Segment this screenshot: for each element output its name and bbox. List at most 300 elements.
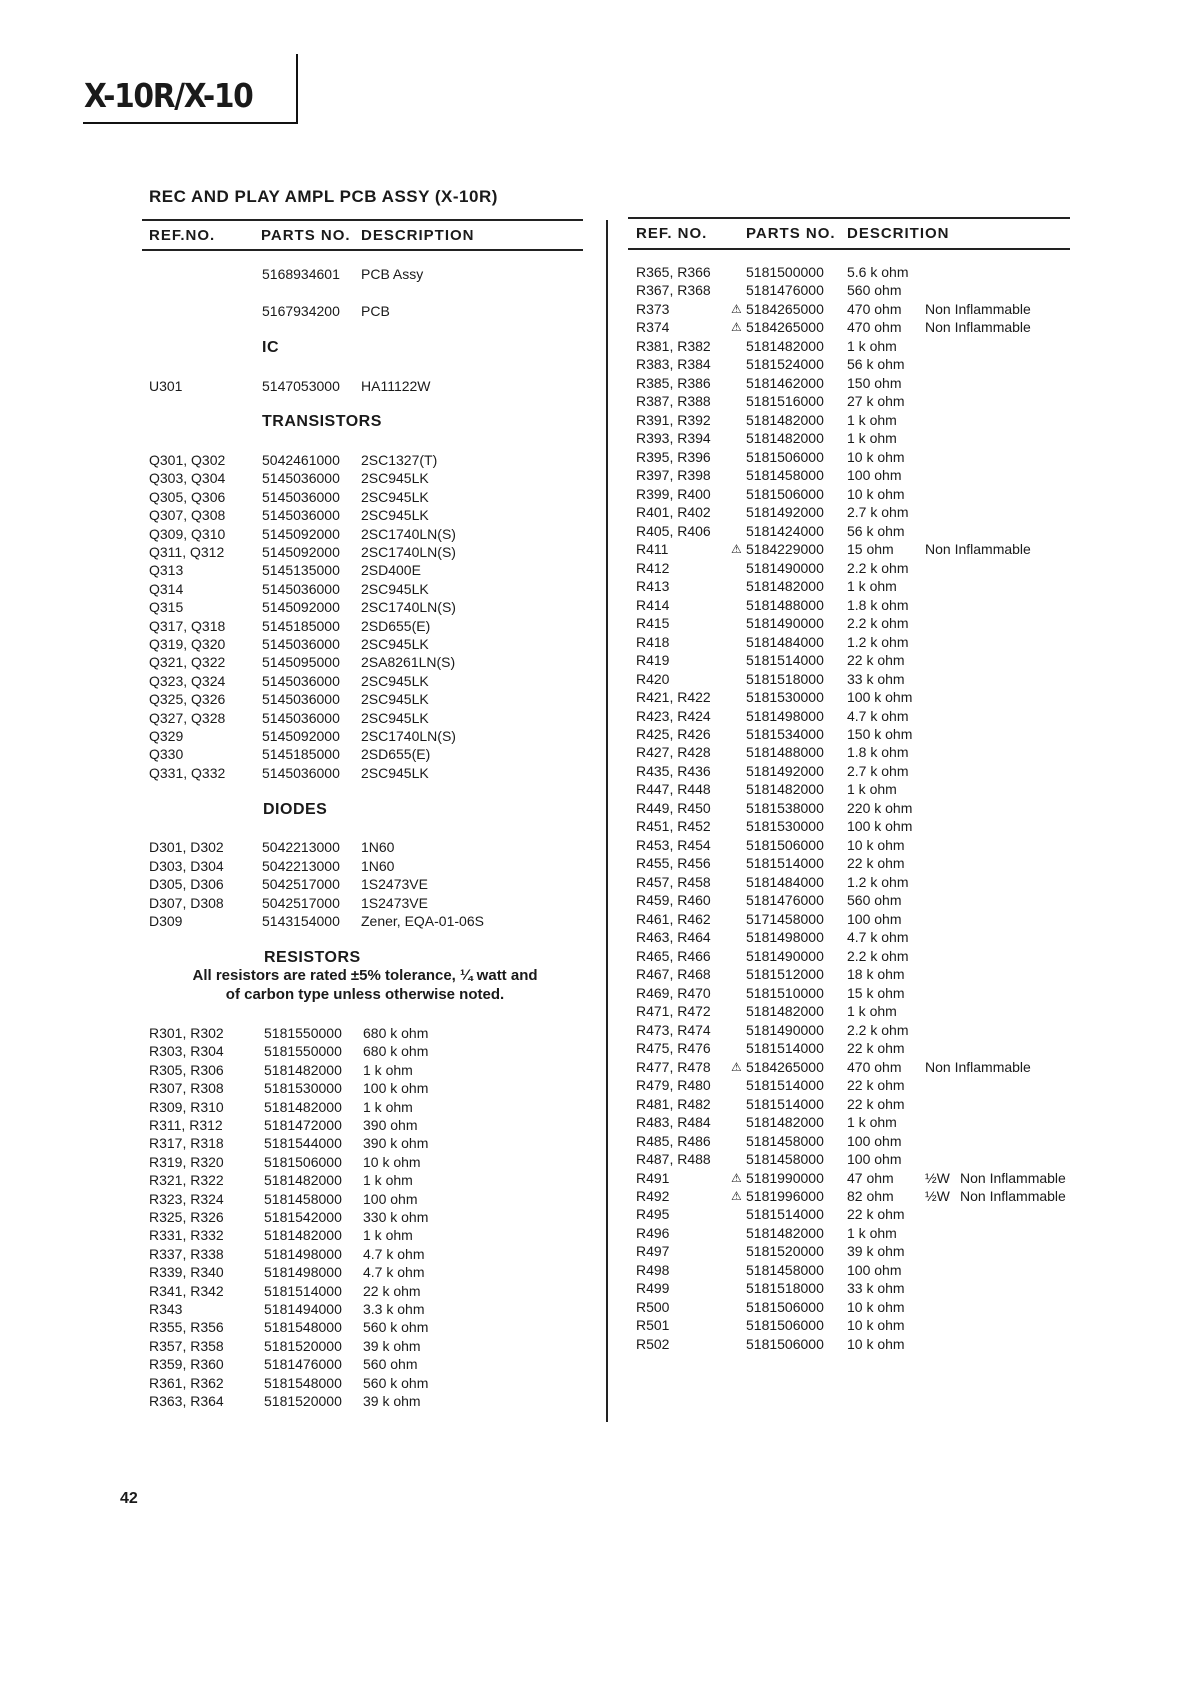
parts-no: 5181484000 <box>746 633 824 650</box>
description: 39 k ohm <box>363 1393 421 1409</box>
ref-no: R475, R476 <box>636 1040 711 1057</box>
ref-no: R500 <box>636 1298 670 1315</box>
description: 100 ohm <box>847 1261 902 1278</box>
parts-no: 5181530000 <box>746 818 824 835</box>
parts-no: 5181488000 <box>746 596 824 613</box>
ref-no: Q311, Q312 <box>149 544 225 560</box>
description: 560 k ohm <box>363 1374 429 1391</box>
header-rule <box>628 248 1070 250</box>
description: 10 k ohm <box>363 1153 421 1170</box>
description: 100 ohm <box>847 1132 902 1149</box>
logo-border <box>83 122 298 124</box>
table-row <box>0 1279 1191 1297</box>
parts-no: 5181482000 <box>264 1098 342 1115</box>
parts-no: 5181482000 <box>746 337 824 354</box>
note: Non Inflammable <box>925 300 1031 317</box>
description: HA11122W <box>361 378 431 394</box>
parts-no: 5181462000 <box>746 374 824 391</box>
ref-no: R311, R312 <box>149 1117 223 1133</box>
table-row <box>0 540 1191 558</box>
ref-no: R455, R456 <box>636 855 711 872</box>
parts-no: 5181458000 <box>746 1132 824 1149</box>
parts-no: 5181520000 <box>746 1243 824 1260</box>
ref-no: R495 <box>636 1206 670 1223</box>
table-row <box>0 1076 1191 1094</box>
parts-no: 5181482000 <box>746 430 824 447</box>
header-rule <box>142 219 583 221</box>
ref-no: R418 <box>636 633 670 650</box>
description: 82 ohm <box>847 1188 894 1204</box>
parts-no: 5181490000 <box>746 947 824 964</box>
ref-no: R307, R308 <box>149 1080 224 1097</box>
parts-no: 5042213000 <box>262 857 340 874</box>
parts-no: 5184265000 <box>746 1058 824 1075</box>
ref-no: R331, R332 <box>149 1227 224 1244</box>
table-row <box>0 1021 1191 1039</box>
parts-no: 5181544000 <box>264 1135 342 1152</box>
parts-no: 5181472000 <box>264 1117 342 1133</box>
ref-no: R425, R426 <box>636 726 711 742</box>
parts-no: 5042517000 <box>262 876 340 892</box>
table-row <box>0 1095 1191 1113</box>
ref-no: Q317, Q318 <box>149 617 226 634</box>
parts-no: 5181482000 <box>746 1003 824 1020</box>
table-row <box>0 1298 1191 1316</box>
table-row <box>0 577 1191 595</box>
parts-no: 5181476000 <box>264 1356 342 1373</box>
parts-no: 5181512000 <box>746 966 824 983</box>
parts-no: 5168934601 <box>262 266 340 282</box>
description: 2.2 k ohm <box>847 947 909 964</box>
model-logo: X-10R/X-10 <box>84 76 253 115</box>
parts-no: 5181506000 <box>746 485 824 502</box>
table-row <box>0 1261 1191 1279</box>
parts-no: 5181476000 <box>746 282 824 299</box>
ref-no: R391, R392 <box>636 411 711 428</box>
ref-no: R467, R468 <box>636 966 711 983</box>
warning-icon: ⚠ <box>731 1170 742 1185</box>
parts-no: 5181514000 <box>746 1206 824 1223</box>
wattage: ½W <box>925 1188 950 1204</box>
parts-no: 5181514000 <box>746 855 824 872</box>
ref-no: R411 <box>636 541 669 558</box>
parts-no: 5181492000 <box>746 762 824 779</box>
ref-no: Q305, Q306 <box>149 488 226 505</box>
description: 390 k ohm <box>363 1135 429 1152</box>
description: 22 k ohm <box>847 1077 905 1094</box>
parts-no: 5145036000 <box>262 470 340 487</box>
description: 100 ohm <box>847 467 902 484</box>
ref-no: Q331, Q332 <box>149 764 226 781</box>
ref-no: Q323, Q324 <box>149 672 226 689</box>
description: PCB Assy <box>361 266 424 282</box>
table-row <box>0 707 1191 725</box>
ref-no: R420 <box>636 670 670 687</box>
parts-no: 5181498000 <box>264 1245 342 1262</box>
table-row <box>0 411 1191 429</box>
ref-no: R423, R424 <box>636 707 711 724</box>
parts-no: 5171458000 <box>746 910 824 927</box>
parts-no: 5181482000 <box>746 781 824 798</box>
ref-no: R359, R360 <box>149 1356 224 1373</box>
description: 2SA8261LN(S) <box>361 654 456 671</box>
parts-no: 5181476000 <box>746 892 824 909</box>
ref-no: R435, R436 <box>636 762 711 779</box>
parts-no: 5145185000 <box>262 617 340 634</box>
table-row <box>0 522 1191 540</box>
description: 1 k ohm <box>847 781 897 798</box>
parts-no: 5181506000 <box>746 836 824 853</box>
description: 22 k ohm <box>847 1095 905 1112</box>
description: 2SC945LK <box>361 470 429 487</box>
description: 100 k ohm <box>847 818 913 835</box>
table-row <box>0 337 1191 355</box>
table-row <box>0 947 1191 965</box>
table-row <box>0 651 1191 669</box>
parts-no: 5184265000 <box>746 300 824 317</box>
description: 4.7 k ohm <box>847 929 909 946</box>
right-header-parts: PARTS NO. <box>746 225 836 242</box>
description: 2.2 k ohm <box>847 615 909 632</box>
parts-no: 5042517000 <box>262 894 340 911</box>
ref-no: R471, R472 <box>636 1003 711 1020</box>
parts-no: 5181494000 <box>264 1301 342 1317</box>
description: 39 k ohm <box>847 1243 905 1260</box>
ref-no: Q303, Q304 <box>149 470 226 487</box>
parts-no: 5181514000 <box>746 1077 824 1094</box>
parts-no: 5181990000 <box>746 1169 824 1186</box>
ref-no: R492 <box>636 1188 670 1204</box>
parts-no: 5181518000 <box>746 670 824 687</box>
parts-no: 5181516000 <box>746 393 824 410</box>
parts-no: 5181514000 <box>746 1040 824 1057</box>
description: 1S2473VE <box>361 876 428 892</box>
ref-no: R449, R450 <box>636 799 711 816</box>
ref-no: Q313 <box>149 562 184 579</box>
table-row <box>0 263 1191 281</box>
parts-no: 5181482000 <box>746 411 824 428</box>
table-row <box>0 1316 1191 1334</box>
description: 18 k ohm <box>847 966 905 983</box>
description: 33 k ohm <box>847 670 905 687</box>
ref-no: Q315 <box>149 599 184 616</box>
parts-no: 5184229000 <box>746 541 824 558</box>
ref-no: Q327, Q328 <box>149 709 226 726</box>
table-row <box>0 429 1191 447</box>
left-header-desc: DESCRIPTION <box>361 227 475 244</box>
ref-no: R365, R366 <box>636 264 711 280</box>
table-row <box>0 1242 1191 1260</box>
ref-no: R319, R320 <box>149 1153 224 1170</box>
ref-no: R317, R318 <box>149 1135 224 1152</box>
description: 1 k ohm <box>847 337 897 354</box>
description: 560 ohm <box>847 282 902 299</box>
ref-no: R479, R480 <box>636 1077 711 1094</box>
description: 4.7 k ohm <box>363 1264 425 1281</box>
table-row <box>0 1132 1191 1150</box>
description: 39 k ohm <box>363 1337 421 1354</box>
description: 1S2473VE <box>361 894 428 911</box>
ref-no: R483, R484 <box>636 1114 711 1131</box>
table-row <box>0 743 1191 761</box>
description: 390 ohm <box>363 1117 418 1133</box>
parts-no: 5181514000 <box>264 1282 342 1299</box>
warning-icon: ⚠ <box>731 542 742 557</box>
description: 2SC945LK <box>361 507 429 524</box>
ref-no: R397, R398 <box>636 467 711 484</box>
table-row <box>0 725 1191 743</box>
description: 4.7 k ohm <box>847 707 909 724</box>
ref-no: R305, R306 <box>149 1061 224 1078</box>
table-row <box>0 836 1191 854</box>
ref-no: R339, R340 <box>149 1264 224 1281</box>
description: 1 k ohm <box>363 1098 413 1115</box>
ref-no: R465, R466 <box>636 947 711 964</box>
ref-no: R414 <box>636 596 670 613</box>
right-header-desc: DESCRITION <box>847 225 950 242</box>
ref-no: R355, R356 <box>149 1319 224 1336</box>
warning-icon: ⚠ <box>731 301 742 316</box>
table-row <box>0 466 1191 484</box>
parts-no: 5181548000 <box>264 1374 342 1391</box>
ref-no: R427, R428 <box>636 744 711 761</box>
heading-diodes: DIODES <box>263 801 328 818</box>
left-header-parts: PARTS NO. <box>261 227 351 244</box>
table-row <box>0 1374 1191 1392</box>
parts-no: 5181520000 <box>264 1393 342 1409</box>
ref-no: R496 <box>636 1224 670 1241</box>
parts-no: 5181458000 <box>746 1151 824 1168</box>
header-rule <box>628 217 1070 219</box>
description: 220 k ohm <box>847 799 913 816</box>
parts-no: 5042213000 <box>262 839 340 855</box>
table-row <box>0 891 1191 909</box>
parts-no: 5145036000 <box>262 507 340 524</box>
parts-no: 5167934200 <box>262 303 340 319</box>
table-row <box>0 670 1191 688</box>
description: 3.3 k ohm <box>363 1301 425 1317</box>
ref-no: R367, R368 <box>636 282 711 299</box>
right-header-ref: REF. NO. <box>636 225 708 242</box>
parts-no: 5181498000 <box>746 929 824 946</box>
ref-no: R461, R462 <box>636 910 711 927</box>
parts-no: 5181484000 <box>746 873 824 890</box>
parts-no: 5181530000 <box>746 689 824 706</box>
description: 470 ohm <box>847 300 902 317</box>
table-row <box>0 762 1191 780</box>
description: 2.2 k ohm <box>847 1021 909 1038</box>
ref-no: U301 <box>149 378 183 394</box>
description: 27 k ohm <box>847 393 905 410</box>
header-rule <box>142 249 583 251</box>
table-row <box>0 596 1191 614</box>
table-row <box>0 965 1191 983</box>
ref-no: R421, R422 <box>636 689 711 706</box>
note: Non Inflammable <box>925 1058 1031 1075</box>
ref-no: R395, R396 <box>636 448 711 465</box>
description: 1 k ohm <box>363 1172 413 1189</box>
note: Non Inflammable <box>960 1169 1066 1186</box>
description: 22 k ohm <box>363 1282 421 1299</box>
description: 1.8 k ohm <box>847 744 909 761</box>
warning-icon: ⚠ <box>731 1189 742 1203</box>
parts-no: 5145185000 <box>262 746 340 763</box>
parts-no: 5145036000 <box>262 709 340 726</box>
table-row <box>0 318 1191 336</box>
description: 1 k ohm <box>363 1227 413 1244</box>
parts-no: 5181482000 <box>264 1227 342 1244</box>
table-row <box>0 984 1191 1002</box>
description: 1.2 k ohm <box>847 633 909 650</box>
parts-no: 5181458000 <box>746 467 824 484</box>
description: 22 k ohm <box>847 1040 905 1057</box>
table-row <box>0 1392 1191 1410</box>
parts-no: 5145092000 <box>262 544 340 560</box>
parts-no: 5181520000 <box>264 1337 342 1354</box>
description: 2SC1740LN(S) <box>361 544 456 560</box>
parts-no: 5181490000 <box>746 615 824 632</box>
table-row <box>0 374 1191 392</box>
table-row <box>0 1355 1191 1373</box>
ref-no: R325, R326 <box>149 1209 224 1225</box>
description: 2SC1740LN(S) <box>361 599 456 616</box>
note: Non Inflammable <box>925 319 1031 336</box>
ref-no: R481, R482 <box>636 1095 711 1112</box>
ref-no: R459, R460 <box>636 892 711 909</box>
heading-resistors: RESISTORS <box>264 949 361 966</box>
ref-no: D305, D306 <box>149 876 224 892</box>
parts-no: 5181506000 <box>746 1317 824 1334</box>
parts-no: 5181424000 <box>746 522 824 539</box>
parts-no: 5181490000 <box>746 1021 824 1038</box>
description: 1 k ohm <box>847 430 897 447</box>
description: 2SC945LK <box>361 672 429 689</box>
ref-no: R385, R386 <box>636 374 711 391</box>
ref-no: R383, R384 <box>636 356 711 373</box>
description: 10 k ohm <box>847 1317 905 1334</box>
parts-no: 5145036000 <box>262 672 340 689</box>
parts-no: 5145036000 <box>262 488 340 505</box>
parts-no: 5181482000 <box>746 578 824 595</box>
table-row <box>0 1039 1191 1057</box>
description: 22 k ohm <box>847 1206 905 1223</box>
parts-no: 5181488000 <box>746 744 824 761</box>
description: 10 k ohm <box>847 1335 905 1352</box>
description: 1.2 k ohm <box>847 873 909 890</box>
description: 330 k ohm <box>363 1209 429 1225</box>
ref-no: R447, R448 <box>636 781 711 798</box>
description: 2SC945LK <box>361 636 429 652</box>
table-row <box>0 910 1191 928</box>
parts-no: 5145092000 <box>262 599 340 616</box>
table-row <box>0 485 1191 503</box>
table-row <box>0 1150 1191 1168</box>
description: 10 k ohm <box>847 485 905 502</box>
description: 2SC1740LN(S) <box>361 525 456 542</box>
ref-no: Q314 <box>149 580 184 597</box>
description: 2SC945LK <box>361 488 429 505</box>
table-row <box>0 1002 1191 1020</box>
ref-no: R373 <box>636 300 670 317</box>
parts-no: 5147053000 <box>262 378 340 394</box>
ref-no: Q307, Q308 <box>149 507 226 524</box>
ref-no: R363, R364 <box>149 1393 224 1409</box>
logo-border <box>296 54 298 123</box>
parts-no: 5181482000 <box>264 1061 342 1078</box>
table-row <box>0 300 1191 318</box>
parts-no: 5145135000 <box>262 562 340 579</box>
description: 680 k ohm <box>363 1043 429 1060</box>
parts-no: 5181518000 <box>746 1280 824 1297</box>
description: 47 ohm <box>847 1169 894 1186</box>
ref-no: R374 <box>636 319 670 336</box>
table-row <box>0 281 1191 299</box>
parts-no: 5181534000 <box>746 726 824 742</box>
description: PCB <box>361 303 390 319</box>
ref-no: Q321, Q322 <box>149 654 226 671</box>
ref-no: R497 <box>636 1243 670 1260</box>
description: 100 k ohm <box>847 689 913 706</box>
parts-no: 5181482000 <box>746 1114 824 1131</box>
parts-no: 5181550000 <box>264 1043 342 1060</box>
description: 2SC945LK <box>361 580 429 597</box>
ref-no: Q301, Q302 <box>149 452 226 468</box>
ref-no: R323, R324 <box>149 1190 224 1207</box>
ref-no: R387, R388 <box>636 393 711 410</box>
ref-no: R405, R406 <box>636 522 711 539</box>
heading-transistors: TRANSISTORS <box>262 413 382 430</box>
ref-no: R361, R362 <box>149 1374 224 1391</box>
table-row <box>0 780 1191 798</box>
table-row <box>0 503 1191 521</box>
description: 56 k ohm <box>847 522 905 539</box>
ref-no: R499 <box>636 1280 670 1297</box>
table-row <box>0 928 1191 946</box>
description: 470 ohm <box>847 319 902 336</box>
parts-no: 5181506000 <box>746 1335 824 1352</box>
page-number: 42 <box>120 1490 138 1507</box>
parts-no: 5181458000 <box>264 1190 342 1207</box>
description: 2.7 k ohm <box>847 762 909 779</box>
description: 680 k ohm <box>363 1025 429 1041</box>
table-row <box>0 1169 1191 1187</box>
ref-no: R393, R394 <box>636 430 711 447</box>
parts-no: 5181482000 <box>746 1224 824 1241</box>
description: 1 k ohm <box>847 1003 897 1020</box>
ref-no: Q325, Q326 <box>149 691 226 708</box>
parts-no: 5181538000 <box>746 799 824 816</box>
parts-no: 5181506000 <box>264 1153 342 1170</box>
parts-no: 5181530000 <box>264 1080 342 1097</box>
parts-no: 5181550000 <box>264 1025 342 1041</box>
description: 100 ohm <box>847 1151 902 1168</box>
table-row <box>0 1224 1191 1242</box>
description: 1 k ohm <box>847 411 897 428</box>
description: 1N60 <box>361 839 395 855</box>
table-row <box>0 614 1191 632</box>
parts-no: 5181498000 <box>264 1264 342 1281</box>
wattage: ½W <box>925 1169 950 1186</box>
description: 15 k ohm <box>847 984 905 1001</box>
parts-no: 5181498000 <box>746 707 824 724</box>
ref-no: Q309, Q310 <box>149 525 226 542</box>
parts-no: 5181524000 <box>746 356 824 373</box>
description: 1.8 k ohm <box>847 596 909 613</box>
parts-no: 5181514000 <box>746 652 824 669</box>
ref-no: R343 <box>149 1301 183 1317</box>
parts-no: 5181548000 <box>264 1319 342 1336</box>
warning-icon: ⚠ <box>731 320 742 335</box>
